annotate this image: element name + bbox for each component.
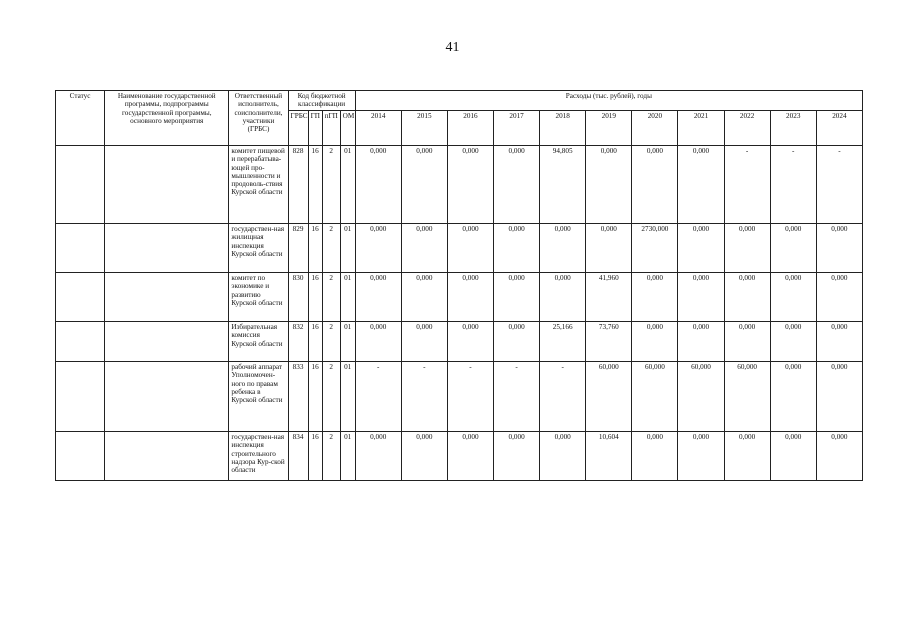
value-cell: - [355,362,401,432]
status-cell [56,146,105,224]
value-cell: 0,000 [401,146,447,224]
om-cell: 01 [340,146,355,224]
status-cell [56,432,105,481]
pgp-cell: 2 [322,146,340,224]
pgp-cell: 2 [322,224,340,273]
pgp-cell: 2 [322,273,340,322]
value-cell: 0,000 [355,224,401,273]
page-number: 41 [445,40,460,55]
executor-cell: комитет по экономике и развитию Курской области [229,273,288,322]
value-cell: 0,000 [724,224,770,273]
budget-table [55,90,863,481]
gp-cell: 16 [308,146,322,224]
value-cell: 60,000 [724,362,770,432]
executor-cell: комитет пищевой и перерабатыва-ющей про-мышленности и продоволь-ствия Курской области [229,146,288,224]
om-cell: 01 [340,322,355,362]
grbs-cell: 832 [288,322,308,362]
value-cell: 0,000 [355,322,401,362]
value-cell: 0,000 [355,146,401,224]
gp-cell: 16 [308,224,322,273]
pgp-cell: 2 [322,432,340,481]
header-year: 2023 [770,111,816,146]
value-cell: 0,000 [540,273,586,322]
pgp-cell: 2 [322,362,340,432]
value-cell: 0,000 [494,432,540,481]
header-year: 2019 [586,111,632,146]
value-cell: 0,000 [770,432,816,481]
value-cell: 0,000 [816,273,862,322]
name-cell [105,432,229,481]
table-row [56,362,863,432]
table-row [56,432,863,481]
name-cell [105,322,229,362]
value-cell: 0,000 [770,322,816,362]
status-cell [56,273,105,322]
value-cell: - [770,146,816,224]
gp-cell: 16 [308,273,322,322]
value-cell: 0,000 [816,432,862,481]
value-cell: 0,000 [816,362,862,432]
value-cell: 0,000 [447,224,493,273]
header-executor: Ответственный исполнитель, соисполнители, участники (ГРБС) [229,91,288,146]
value-cell: 0,000 [678,146,724,224]
table-row [56,322,863,362]
om-cell: 01 [340,224,355,273]
value-cell: 0,000 [678,224,724,273]
value-cell: 0,000 [632,322,678,362]
name-cell [105,224,229,273]
executor-cell: государствен-ная жилищная инспекция Курской области [229,224,288,273]
value-cell: 25,166 [540,322,586,362]
value-cell: 0,000 [494,224,540,273]
value-cell: 60,000 [586,362,632,432]
header-code-pgp: пГП [322,111,340,146]
name-cell [105,146,229,224]
value-cell: 0,000 [447,146,493,224]
value-cell: 0,000 [816,224,862,273]
value-cell: 0,000 [447,273,493,322]
value-cell: 0,000 [724,273,770,322]
table-row [56,146,863,224]
executor-cell: государствен-ная инспекция строительного надзора Кур-ской области [229,432,288,481]
status-cell [56,224,105,273]
value-cell: 0,000 [401,273,447,322]
header-code-grbs: ГРБС [288,111,308,146]
value-cell: 0,000 [724,322,770,362]
value-cell: 0,000 [447,432,493,481]
table-row [56,224,863,273]
header-code-gp: ГП [308,111,322,146]
value-cell: 0,000 [540,432,586,481]
value-cell: 0,000 [724,432,770,481]
value-cell: 94,805 [540,146,586,224]
header-name: Наименование государственной программы, подпрограммы государственной программы, основного мероприятия [105,91,229,146]
grbs-cell: 828 [288,146,308,224]
executor-cell: Избирательная комиссия Курской области [229,322,288,362]
value-cell: 10,604 [586,432,632,481]
name-cell [105,273,229,322]
om-cell: 01 [340,432,355,481]
header-code-om: ОМ [340,111,355,146]
grbs-cell: 830 [288,273,308,322]
header-year: 2015 [401,111,447,146]
value-cell: 0,000 [632,146,678,224]
header-year: 2016 [447,111,493,146]
value-cell: 0,000 [632,273,678,322]
value-cell: 0,000 [586,146,632,224]
value-cell: 0,000 [447,322,493,362]
value-cell: 0,000 [494,322,540,362]
value-cell: 0,000 [678,322,724,362]
value-cell: 0,000 [678,273,724,322]
status-cell [56,362,105,432]
value-cell: 0,000 [540,224,586,273]
value-cell: 2730,000 [632,224,678,273]
value-cell: - [816,146,862,224]
name-cell [105,362,229,432]
value-cell: 0,000 [401,224,447,273]
grbs-cell: 834 [288,432,308,481]
value-cell: - [494,362,540,432]
value-cell: - [401,362,447,432]
value-cell: 0,000 [770,362,816,432]
executor-cell: рабочий аппарат Уполномочен-ного по правам ребенка в Курской области [229,362,288,432]
value-cell: 60,000 [632,362,678,432]
value-cell: - [540,362,586,432]
value-cell: 0,000 [494,146,540,224]
value-cell: 0,000 [494,273,540,322]
value-cell: 0,000 [401,432,447,481]
value-cell: 73,760 [586,322,632,362]
value-cell: 0,000 [586,224,632,273]
header-year: 2020 [632,111,678,146]
header-budget-code: Код бюджетной классификации [288,91,355,111]
value-cell: 0,000 [632,432,678,481]
status-cell [56,322,105,362]
value-cell: 0,000 [770,273,816,322]
value-cell: 0,000 [770,224,816,273]
header-year: 2017 [494,111,540,146]
value-cell: 0,000 [816,322,862,362]
gp-cell: 16 [308,362,322,432]
value-cell: - [724,146,770,224]
header-status: Статус [56,91,105,146]
gp-cell: 16 [308,432,322,481]
value-cell: - [447,362,493,432]
value-cell: 0,000 [401,322,447,362]
table-row [56,273,863,322]
value-cell: 41,960 [586,273,632,322]
grbs-cell: 829 [288,224,308,273]
header-year: 2022 [724,111,770,146]
gp-cell: 16 [308,322,322,362]
header-year: 2014 [355,111,401,146]
grbs-cell: 833 [288,362,308,432]
value-cell: 0,000 [355,273,401,322]
pgp-cell: 2 [322,322,340,362]
header-expenses: Расходы (тыс. рублей), годы [355,91,862,111]
om-cell: 01 [340,273,355,322]
header-year: 2024 [816,111,862,146]
header-year: 2018 [540,111,586,146]
value-cell: 60,000 [678,362,724,432]
value-cell: 0,000 [355,432,401,481]
om-cell: 01 [340,362,355,432]
header-year: 2021 [678,111,724,146]
value-cell: 0,000 [678,432,724,481]
